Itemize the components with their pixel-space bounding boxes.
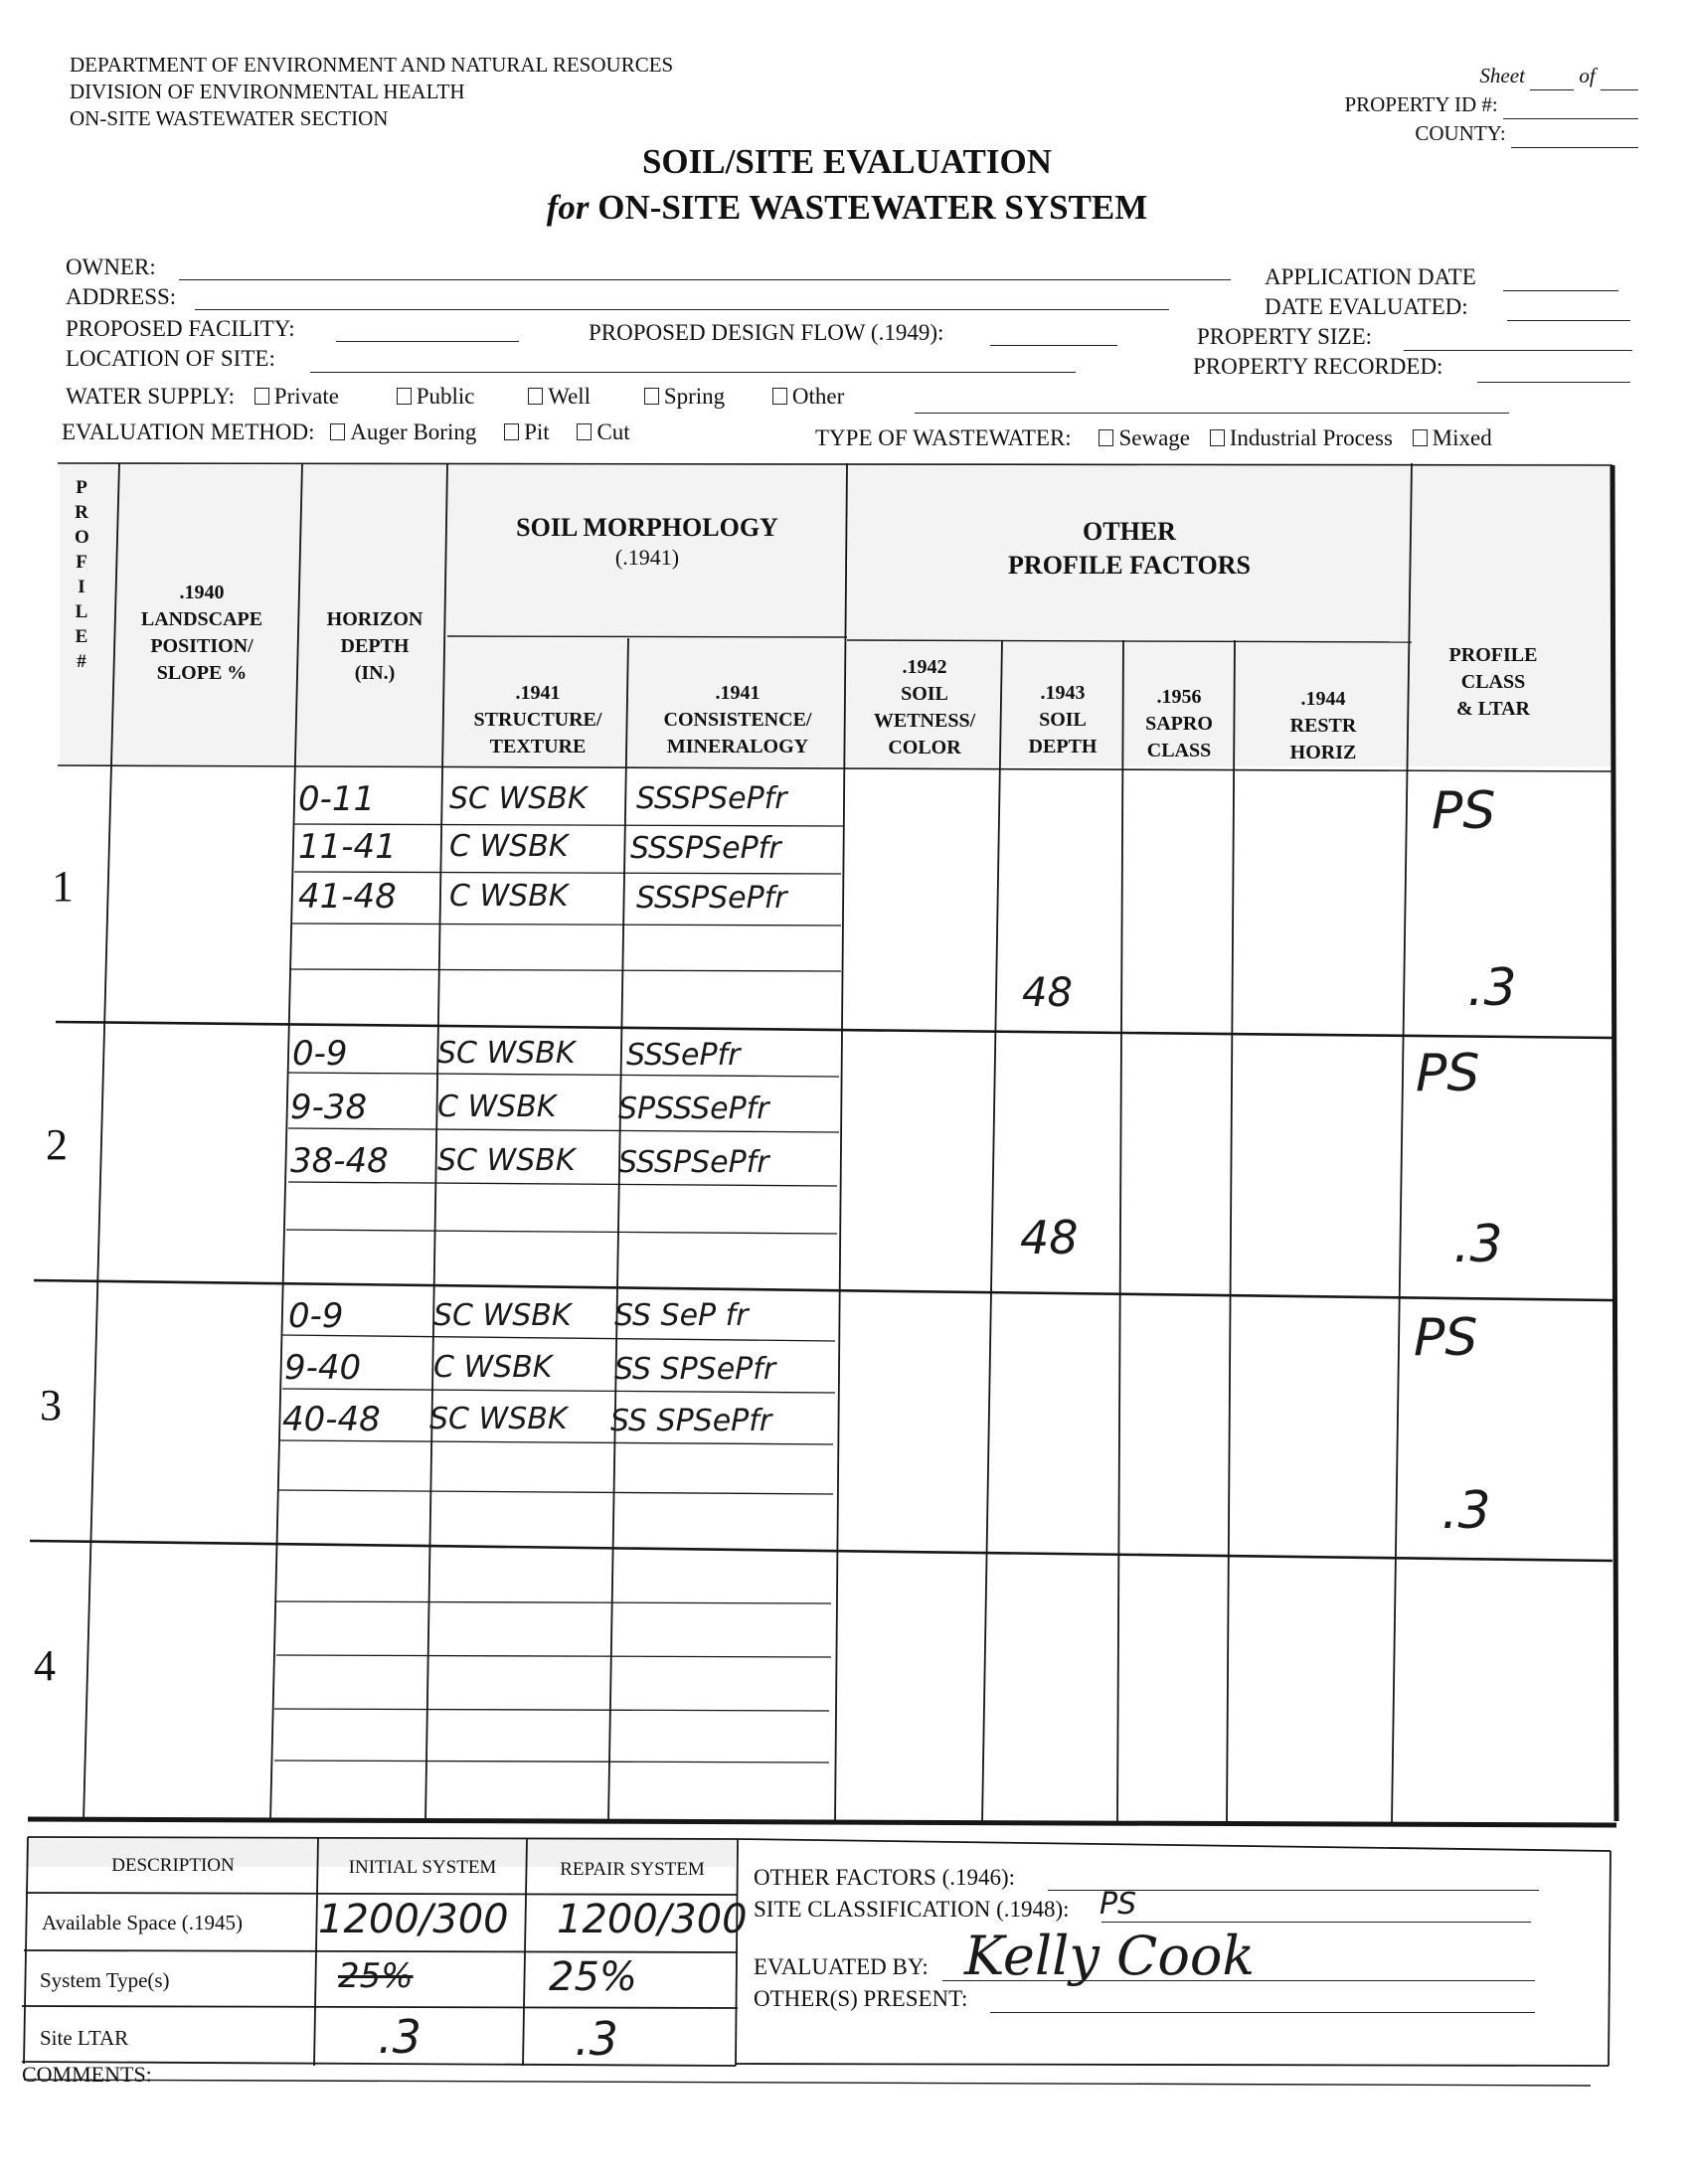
- header-profile-class: PROFILE CLASS & LTAR: [1448, 644, 1538, 720]
- p3-consistence-2[interactable]: SS SPSePfr: [614, 1352, 776, 1387]
- header-wetness: .1942 SOIL WETNESS/ COLOR: [873, 656, 976, 758]
- others-present-field[interactable]: [990, 2012, 1535, 2013]
- design-flow-label: PROPOSED DESIGN FLOW (.1949):: [589, 320, 944, 345]
- header-structure: .1941 STRUCTURE/ TEXTURE: [473, 682, 602, 757]
- repair-system-type[interactable]: 25%: [549, 1954, 637, 2000]
- profile-number-3: 3: [40, 1381, 62, 1429]
- profile-number-1: 1: [52, 862, 74, 911]
- evaluated-by-field[interactable]: [942, 1980, 1535, 1981]
- p1-ltar[interactable]: .3: [1467, 958, 1517, 1018]
- wastewater-industrial[interactable]: Industrial Process: [1210, 425, 1393, 450]
- p3-class[interactable]: PS: [1414, 1308, 1478, 1368]
- site-classification-label: SITE CLASSIFICATION (.1948):: [754, 1897, 1070, 1922]
- p1-soil-depth[interactable]: 48: [1022, 970, 1073, 1016]
- site-classification-field[interactable]: [1101, 1922, 1531, 1923]
- p2-consistence-1[interactable]: SSSePfr: [626, 1038, 741, 1073]
- p1-depth-3[interactable]: 41-48: [298, 877, 397, 917]
- p1-consistence-1[interactable]: SSSPSePfr: [636, 781, 787, 816]
- method-auger-boring[interactable]: Auger Boring: [330, 420, 476, 444]
- p1-structure-3[interactable]: C WSBK: [449, 879, 569, 914]
- agency-line-3: ON-SITE WASTEWATER SECTION: [70, 106, 389, 130]
- method-cut[interactable]: Cut: [577, 420, 629, 444]
- row-available-space-label: Available Space (.1945): [42, 1911, 243, 1934]
- header-consistence: .1941 CONSISTENCE/ MINERALOGY: [663, 682, 812, 757]
- p2-structure-3[interactable]: SC WSBK: [437, 1143, 576, 1178]
- profile-number-4: 4: [34, 1641, 56, 1690]
- p1-depth-1[interactable]: 0-11: [298, 779, 376, 819]
- p2-depth-2[interactable]: 9-38: [290, 1088, 368, 1127]
- p3-structure-1[interactable]: SC WSBK: [433, 1298, 572, 1333]
- others-present-label: OTHER(S) PRESENT:: [754, 1986, 968, 2011]
- row-site-ltar-label: Site LTAR: [40, 2026, 129, 2050]
- proposed-facility-label: PROPOSED FACILITY:: [66, 316, 295, 341]
- repair-site-ltar[interactable]: .3: [575, 2012, 618, 2066]
- wastewater-sewage[interactable]: Sewage: [1099, 425, 1190, 450]
- water-supply-label: WATER SUPPLY:: [66, 384, 236, 409]
- p1-structure-1[interactable]: SC WSBK: [449, 781, 588, 816]
- county-label: COUNTY:: [1415, 121, 1506, 145]
- agency-line-2: DIVISION OF ENVIRONMENTAL HEALTH: [70, 80, 465, 103]
- profile-number-2: 2: [46, 1120, 68, 1169]
- p2-class[interactable]: PS: [1416, 1044, 1480, 1103]
- title-for: for: [546, 188, 590, 227]
- p1-depth-2[interactable]: 11-41: [298, 827, 397, 867]
- p1-structure-2[interactable]: C WSBK: [449, 829, 569, 864]
- owner-label: OWNER:: [66, 254, 156, 279]
- p3-depth-3[interactable]: 40-48: [282, 1400, 381, 1439]
- p1-consistence-2[interactable]: SSSPSePfr: [630, 831, 781, 866]
- p2-depth-1[interactable]: 0-9: [292, 1034, 348, 1074]
- agency-line-1: DEPARTMENT OF ENVIRONMENT AND NATURAL RESOURCES: [70, 53, 674, 77]
- title-rest: ON-SITE WASTEWATER SYSTEM: [589, 188, 1148, 227]
- water-supply-spring[interactable]: Spring: [644, 384, 725, 409]
- date-evaluated-label: DATE EVALUATED:: [1265, 294, 1468, 319]
- p3-depth-2[interactable]: 9-40: [284, 1348, 362, 1388]
- location-label: LOCATION OF SITE:: [66, 346, 275, 371]
- header-soil-morphology: SOIL MORPHOLOGY (.1941): [516, 513, 778, 570]
- initial-system-type[interactable]: 25%: [338, 1956, 414, 1996]
- initial-available-space[interactable]: 1200/300: [318, 1897, 509, 1942]
- p2-consistence-2[interactable]: SPSSSePfr: [618, 1092, 769, 1126]
- bottom-header-repair: REPAIR SYSTEM: [560, 1859, 705, 1880]
- p2-structure-2[interactable]: C WSBK: [437, 1090, 557, 1124]
- other-factors-label: OTHER FACTORS (.1946):: [754, 1865, 1016, 1890]
- address-label: ADDRESS:: [66, 284, 177, 309]
- repair-available-space[interactable]: 1200/300: [557, 1897, 748, 1942]
- p3-structure-3[interactable]: SC WSBK: [429, 1402, 568, 1436]
- evaluation-method-label: EVALUATION METHOD:: [62, 420, 315, 444]
- p3-structure-2[interactable]: C WSBK: [433, 1350, 553, 1385]
- water-supply-public[interactable]: Public: [397, 384, 475, 409]
- comments-label: COMMENTS:: [22, 2062, 152, 2087]
- property-recorded-label: PROPERTY RECORDED:: [1193, 354, 1443, 379]
- application-date-label: APPLICATION DATE: [1265, 264, 1476, 289]
- p2-ltar[interactable]: .3: [1453, 1215, 1503, 1274]
- water-supply-well[interactable]: Well: [528, 384, 591, 409]
- bottom-header-initial: INITIAL SYSTEM: [348, 1857, 497, 1878]
- property-id-label: PROPERTY ID #:: [1344, 92, 1498, 116]
- water-supply-other[interactable]: Other: [772, 384, 844, 409]
- site-classification-value[interactable]: PS: [1100, 1887, 1137, 1922]
- of-label: of: [1579, 64, 1596, 87]
- p2-soil-depth[interactable]: 48: [1020, 1211, 1079, 1264]
- p2-structure-1[interactable]: SC WSBK: [437, 1036, 576, 1071]
- p3-consistence-3[interactable]: SS SPSePfr: [610, 1404, 772, 1438]
- header-soil-depth: .1943 SOIL DEPTH: [1028, 682, 1098, 757]
- p2-depth-3[interactable]: 38-48: [290, 1141, 389, 1181]
- header-horizon-depth: HORIZON DEPTH (IN.): [326, 608, 424, 684]
- p3-consistence-1[interactable]: SS SeP fr: [614, 1298, 749, 1333]
- evaluated-by-label: EVALUATED BY:: [754, 1954, 929, 1979]
- bottom-header-description: DESCRIPTION: [111, 1855, 235, 1876]
- sheet-label: Sheet: [1479, 64, 1525, 87]
- wastewater-mixed[interactable]: Mixed: [1413, 425, 1492, 450]
- p2-consistence-3[interactable]: SSSPSePfr: [618, 1145, 769, 1180]
- comments-field[interactable]: [159, 2084, 1591, 2085]
- header-profile: P R O F I L E #: [75, 477, 89, 672]
- p1-consistence-3[interactable]: SSSPSePfr: [636, 881, 787, 916]
- title-line-1: SOIL/SITE EVALUATION: [641, 142, 1053, 181]
- p3-depth-1[interactable]: 0-9: [288, 1296, 344, 1336]
- header-other-profile-factors: OTHER PROFILE FACTORS: [1008, 517, 1251, 580]
- water-supply-private[interactable]: Private: [254, 384, 339, 409]
- method-pit[interactable]: Pit: [504, 420, 550, 444]
- property-size-label: PROPERTY SIZE:: [1197, 324, 1373, 349]
- wastewater-label: TYPE OF WASTEWATER:: [815, 425, 1072, 450]
- p3-ltar[interactable]: .3: [1441, 1481, 1491, 1541]
- initial-site-ltar[interactable]: .3: [378, 2010, 422, 2064]
- p1-class[interactable]: PS: [1432, 781, 1496, 841]
- header-restr-horiz: .1944 RESTR HORIZ: [1289, 688, 1357, 763]
- evaluator-signature[interactable]: Kelly Cook: [964, 1925, 1256, 1987]
- row-system-type-label: System Type(s): [40, 1968, 170, 1992]
- header-landscape: .1940 LANDSCAPE POSITION/ SLOPE %: [140, 582, 263, 684]
- header-sapro-class: .1956 SAPRO CLASS: [1145, 686, 1213, 761]
